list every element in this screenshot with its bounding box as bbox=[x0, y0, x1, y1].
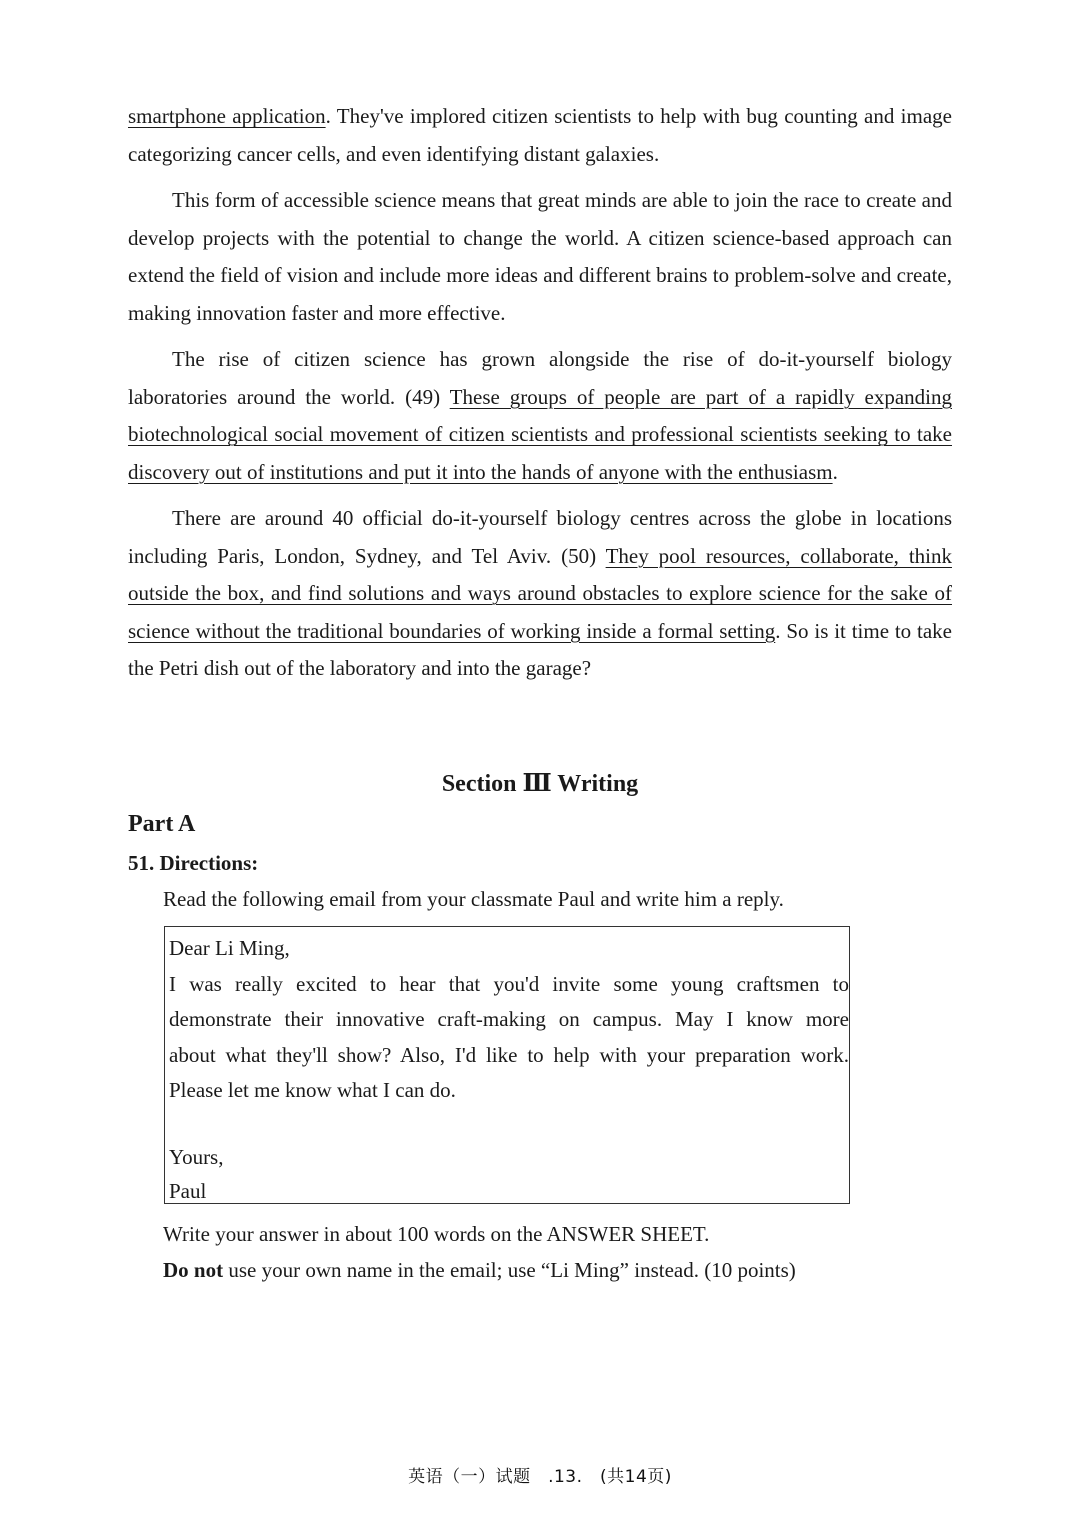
email-greeting: Dear Li Ming, bbox=[169, 936, 290, 960]
passage-paragraph-1 bbox=[128, 98, 952, 173]
answer-note: Write your answer in about 100 words on the ANSWER SHEET. bbox=[163, 1222, 710, 1246]
part-title: Part A bbox=[128, 811, 196, 837]
paragraph-text: There are around 40 official do-it-yourself biology centres across the globe in locations including Paris, London, Sydney, and Tel Aviv. (50) bbox=[128, 506, 952, 568]
directions-label: 51. Directions: bbox=[128, 851, 259, 875]
paragraph-text: . bbox=[832, 459, 838, 484]
paragraph-text: The rise of citizen science has grown alongside the rise of do-it-yourself biology laboratories around the world. (49) bbox=[128, 347, 952, 409]
email-closing: Yours, bbox=[169, 1144, 224, 1169]
do-not-emphasis: Do not bbox=[163, 1258, 224, 1282]
email-line: Please let me know what I can do. bbox=[169, 1078, 456, 1102]
translation-sentence-50: They pool resources, collaborate, think outside the box, and find solutions and ways around obstacles to explore science for the sake of science without the traditional boundaries of working inside a formal setting bbox=[128, 543, 952, 643]
email-spacer bbox=[169, 1109, 849, 1140]
email-box bbox=[164, 926, 850, 1204]
name-rule bbox=[163, 1258, 796, 1283]
paragraph-text: . They've implored citizen scientists to help with bug counting and image categorizing cancer cells, and even identifying distant galaxies. bbox=[128, 104, 952, 166]
passage-paragraph-4 bbox=[128, 500, 952, 688]
passage-paragraph-2: This form of accessible science means that great minds are able to join the race to create and develop projects with the potential to change the world. A citizen science-based approach can extend the field of vision and include more ideas and different brains to problem-solve and create, making innovation faster and more effective. bbox=[128, 188, 952, 325]
email-line: I was really excited to hear that you'd invite some young craftsmen to bbox=[169, 971, 849, 996]
email-signature: Paul bbox=[169, 1178, 207, 1203]
email-line: demonstrate their innovative craft-making on campus. May I know more bbox=[169, 1007, 849, 1031]
translation-sentence-49: These groups of people are part of a rapidly expanding biotechnological social movement of citizen scientists and professional scientists seeking to take discovery out of institutions and put it into the hands of anyone with the enthusiasm bbox=[128, 384, 952, 484]
section-title: Section Ⅲ Writing bbox=[441, 771, 639, 797]
email-line: about what they'll show? Also, I'd like to help with your preparation work. bbox=[169, 1042, 849, 1067]
paragraph-text: . So is it time to take the Petri dish out of the laboratory and into the garage? bbox=[128, 618, 952, 680]
page-footer: 英语（一）试题 .13. (共14页) bbox=[408, 1467, 672, 1487]
name-rule-text: use your own name in the email; use “Li Ming” instead. (10 points) bbox=[223, 1258, 796, 1282]
underlined-phrase: smartphone application bbox=[128, 104, 326, 128]
reading-passage bbox=[128, 98, 952, 688]
task-instruction: Read the following email from your classmate Paul and write him a reply. bbox=[163, 887, 784, 911]
passage-paragraph-3 bbox=[128, 341, 952, 491]
